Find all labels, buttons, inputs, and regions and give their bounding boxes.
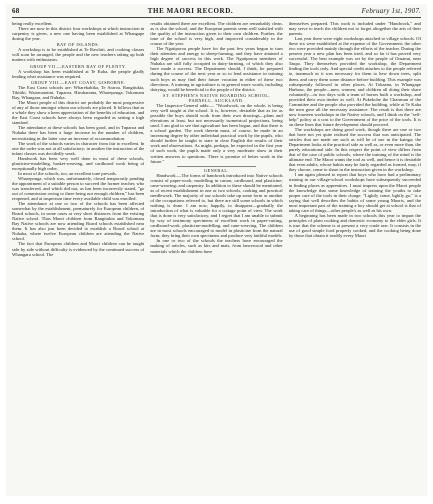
paragraph: In most of the schools, too, an excellent tone prevails. <box>18 170 117 176</box>
column-1 <box>12 21 144 495</box>
section-heading: ST. STEPHEN'S NATIVE BOARDING SCHOOL, PARNELL, AUCKLAND. <box>162 92 271 103</box>
column-2 <box>150 21 282 495</box>
paragraph: In one or two of the schools the teachers have encouraged the making of articles, such as kits and mats, from lancewood and other materials which the children have <box>150 238 283 254</box>
paragraph: Handwork has been very well done in most of these schools, plasticine-modelling, basket-weaving, and cardboard work being of exceptionally high order. <box>12 155 145 171</box>
section-heading: GROUP VIII.—EAST COAST, GISBORNE. <box>30 79 126 85</box>
paragraph: The work of the schools varies in character from fair to excellent. In one the order was not at all satisfactory; in another the instruction of the infant classes was decidedly weak. <box>12 140 145 156</box>
paragraph: The workshops are doing good work, though there are one or two that have not yet quite realised the success that was anticipated. The articles that are made are such as will be of use in the kainga; the Department looks at the practical side as well as, or even more than, the purely educational side. In this respect the point of view differs from that of the case of public schools, where the training of the mind is the ultimate end. The Maori wants the tool as well, and hence it is desirable that even adults, whose habits may be fairly regarded as formed, may, if they choose, come to share in the instruction given in the workshop. <box>288 126 421 173</box>
paragraph: The fact that European children and Maori children can be taught side by side without difficulty is evidenced by the continued success of Whangara school. The <box>12 241 145 257</box>
paragraph: There are now in this district four workshops at which instruction in carpentry is given, a new one having been established at Whangape during the year. <box>12 26 145 42</box>
issue-date: February 1st, 1907. <box>361 7 421 15</box>
section-heading: GROUP VII.—EASTERN BAY OF PLENTY. <box>29 63 127 69</box>
column-3 <box>289 21 421 495</box>
section-heading: BAY OF ISLANDS. <box>56 42 100 48</box>
paragraph: Whareponga, which was, unfortunately, closed temporarily pending the appointment of a suitable person to succeed the former teacher, who was transferred, and which did not, as has been incorrectly stated, "go out of commission owing to there being not enough children," has been reopened, and at inspection time every available child was enrolled. <box>12 175 145 202</box>
newspaper-page <box>6 4 427 496</box>
page-number: 68 <box>12 7 20 15</box>
paragraph: The attendance at these schools has been good, and in Tuparoa and Nuhaka there has been a large increase in the number of children, necessitating in the latter case an increase of accommodation. <box>12 125 145 141</box>
paragraph: The Maori people of this district are probably the most progressive of any of those amongst whom our schools are placed. It follows that as a whole they show a keen appreciation of the benefits of education, and the East Coast schools have always been regarded as setting a high standard. <box>12 100 145 126</box>
page-header <box>12 7 421 16</box>
paragraph: The Ngatiporou people have for the past few years begun to turn their attention and energy to sheep-farming, and they have attained a high degree of success in this work. The Ngatiporou members of Nuhaka are still fully occupied in dairy-farming, of which they also have made a success. The Department should, I think, be prepared during the course of the next year or so to lend assistance in training such boys as may find their future vocation in either of these two directions. A training in agriculture is in general more worth, including dairying, would be beneficial to the people of the district. <box>150 46 283 92</box>
paragraph: results obtained there are excellent. The children are remarkably clean, as is also the school, and the European parents seem well satisfied with the quality of the instruction given to their own children. Further, the tone of the school is very high, and improved considerably in the course of the year. <box>150 21 283 47</box>
paragraph: The Inspector-General adds:— "Woodwork, on the whole, is being very well taught at the school. It is, however, desirable that as far as possible the boys should work from their own drawings—plans and elevations at least, but not necessarily isometrical projections, being used. I am glad to see that agriculture has been begun, and that there is a school garden. The work therein must, of course, be made in an increasing degree by other individual practical work by the pupils, who should further be taught to state in clear English the results of their work and observations. As might, perhaps, be expected in the first year of such work, the pupils made only a very moderate show in their written answers to questions. There is promise of better work in the future." <box>150 103 283 164</box>
paragraph: The East Coast schools are: Wharekahika, Te Araroa, Rangitukia, Tikitiki, Waiomatatini, Tuparoa, Hiruharama, Whareponga, Tokomaru Bay, Whangara, and Nuhaka. <box>12 85 145 101</box>
publication-title: THE MAORI RECORD. <box>147 7 234 15</box>
section-divider <box>177 166 256 167</box>
paragraph: A workshop is to be established at Te Rawhiti, and cooking classes will soon be arranged, the people and the new teachers taking up both matters with enthusiasm. <box>12 47 145 63</box>
section-heading: GENERAL. <box>203 167 230 173</box>
paragraph: being really excellent. <box>12 21 53 26</box>
header-rule <box>12 17 421 18</box>
text-columns <box>12 21 421 495</box>
paragraph: themselves prepared. This work is included under "Handwork," and may serve to teach the children not to forget altogether the arts of their parents. <box>288 21 421 37</box>
paragraph: I am again pleased to report that boys who have had a preliminary training in our village-school workshops have subsequently succeeded in finding places as apprentices. I must impress upon the Maori people the knowledge that some knowledge of training the youths to take proper care of the tools in their charge. "Lightly come, lightly go," is a saying that well describes the habits of some young Maoris, and the most important part of the training a boy should get at school is that of taking care of things—other people's as well as his own. <box>288 172 421 213</box>
paragraph: The attendance at one or two of the schools has been affected somewhat by the establishment, prematurely for European children, of Board schools, in some cases at very short distances from the existing Native school. Thus Maori children from Rangitukia and Tokomaru Bay Native schools are now attending Board schools established near them. It has also just been decided to establish a Board school at Nuhaka, where twelve European children are attending the Native school. <box>12 201 145 242</box>
paragraph: A workshop has been established at Te Kaha, the people gladly lending what assistance was required. <box>12 68 145 79</box>
paragraph: Last year there were eight workshops attached to village schools. Of these six were established at the expense of the Government; the other two were provided mainly through the efforts of the teacher. During the present year a new plan has been tried, and so far it has proved very successful. The best example was set by the people of Oruanui, near Taupo. They themselves provided the workshop, the Department finding the tools only. And special credit attaches to the people referred to, inasmuch as it was necessary for them to hew down trees, split them, and carry them some distance before building. This example was subsequently followed in other places. At Tokaanu, in Whangape Harbour, the people—men, women, and children all doing their share voluntarily—in two days with a team of horses built a workshop, and provided their own timber as well. At Pukekohe the Chairman of the Committee and the people also provided the building, while at Te Kaha the men gave all the necessary assistance. The result is that there are now fourteen workshops in the Native schools, and I think on the "self-help" policy at a cost to the Government of the price of the tools. It is on these lines that future development should proceed. <box>288 36 421 127</box>
paragraph: A beginning has been made in two schools this year to impart the principles of plain cooking and domestic economy to the elder girls. It is true that the scheme is at present a very crude one. It consists in the use of good simple food properly cooked, and the cooking being done by those that obtain it readily every Maori <box>288 212 421 238</box>
paragraph: Handwork.—The forms of handwork introduced into Native schools consist of paper-work; modelling in carton, cardboard, and plasticine; cane-weaving; and carpentry. In addition to these should be mentioned, as of recent establishment in one or two schools, cooking and practical needlework. The majority of our schools take up some form or another of the occupations referred to, but there are still some schools in which nothing is done. I am now, happily, to disappear—gradually the introduction of what is valuable for a cottage point of view. The work that is done is very satisfactory, and I regret that I am unable to submit by way of testimony specimens of excellent work in paper-cutting, cardboard-work, plasticine-modelling, and cane-weaving. The children are in most schools encouraged to model in plasticine from the natural form; they bring their own specimens and produce very faithful models. <box>150 172 283 239</box>
